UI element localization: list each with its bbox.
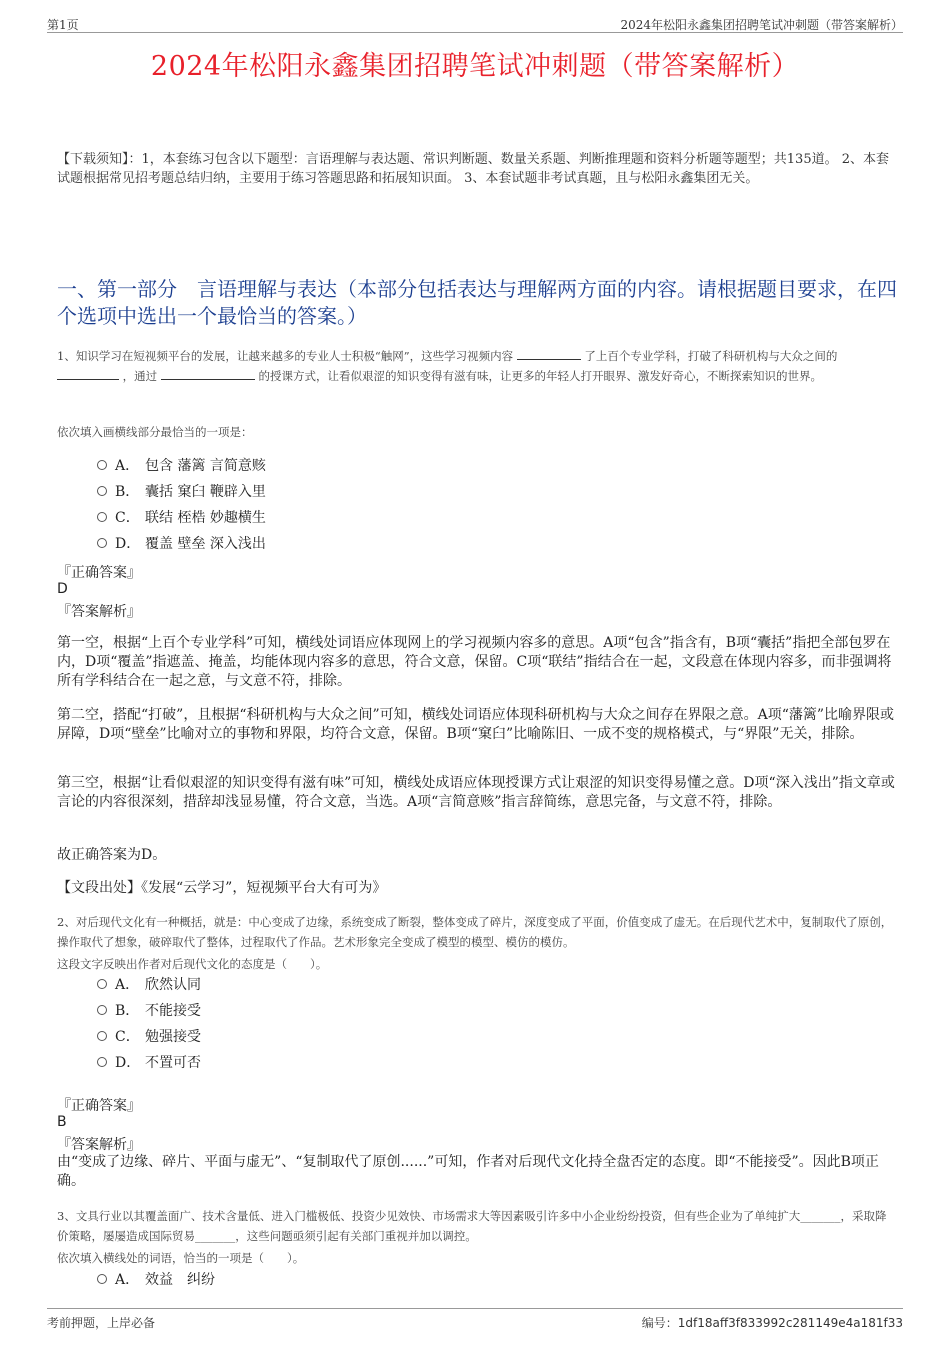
- question-3-prompt: 依次填入横线处的词语，恰当的一项是（ ）。: [57, 1251, 305, 1265]
- q2-option-d[interactable]: D． 不置可否: [97, 1053, 201, 1073]
- document-code: 编号：1df18aff3f833992c281149e4a181f33: [641, 1316, 903, 1330]
- blank-1: [517, 347, 581, 360]
- q1-option-a[interactable]: A． 包含 藩篱 言简意赅: [97, 456, 266, 476]
- q2-option-b[interactable]: B． 不能接受: [97, 1001, 201, 1021]
- q2-option-c[interactable]: C． 勉强接受: [97, 1027, 201, 1047]
- page-number: 第1页: [47, 18, 79, 32]
- radio-icon[interactable]: [97, 1031, 107, 1041]
- q1-source: 【文段出处】《发展“云学习”，短视频平台大有可为》: [57, 880, 387, 896]
- question-2-prompt: 这段文字反映出作者对后现代文化的态度是（ ）。: [57, 957, 328, 971]
- download-notice: 【下载须知】：1，本套练习包含以下题型：言语理解与表达题、常识判断题、数量关系题、判断推理题和资料分析题等题型；共135道。 2、本套试题根据常见招考题总结归纳，主要用于练习答题思路和拓展知识面。 3、本套试题非考试真题，且与松阳永鑫集团无关。: [57, 152, 889, 186]
- q2-analysis-label: 『答案解析』: [57, 1137, 141, 1153]
- blank-3: [161, 367, 255, 380]
- q1-analysis-p2: 第二空，搭配“打破”，且根据“科研机构与大众之间”可知，横线处词语应体现科研机构与大众之间存在界限之意。A项“藩篱”比喻界限或屏障，D项“壁垒”比喻对立的事物和界限，均符合文意，保留。B项“窠臼”比喻陈旧、一成不变的规格模式，与“界限”无关，排除。: [57, 707, 895, 742]
- page-title: 2024年松阳永鑫集团招聘笔试冲刺题（带答案解析）: [150, 51, 800, 82]
- question-3-stem: 3、文具行业以其覆盖面广、技术含量低、进入门槛极低、投资少见效快、市场需求大等因素吸引许多中小企业纷纷投资，但有些企业为了单纯扩大_______，采取降价策略，屡屡造成国际贸易_______，这些问题亟须引起有关部门重视并加以调控。: [57, 1209, 887, 1243]
- q1-answer: D: [57, 581, 68, 597]
- radio-icon[interactable]: [97, 486, 107, 496]
- header-doc-title: 2024年松阳永鑫集团招聘笔试冲刺题（带答案解析）: [620, 18, 903, 32]
- q2-answer-label: 『正确答案』: [57, 1098, 141, 1114]
- q2-option-a[interactable]: A． 欣然认同: [97, 975, 201, 995]
- section-heading: 一、第一部分 言语理解与表达（本部分包括表达与理解两方面的内容。请根据题目要求，在四个选项中选出一个最恰当的答案。）: [57, 277, 897, 328]
- radio-icon[interactable]: [97, 1274, 107, 1284]
- q1-answer-label: 『正确答案』: [57, 565, 141, 581]
- question-1-stem: 1、知识学习在短视频平台的发展，让越来越多的专业人士积极“触网”，这些学习视频内容 了上百个专业学科，打破了科研机构与大众之间的 ，通过 的授课方式，让看似艰涩的知识变得有滋有味，让更多的年轻人打开眼界、激发好奇心，不断探索知识的世界。: [57, 349, 838, 383]
- question-2-stem: 2、对后现代文化有一种概括，就是：中心变成了边缘，系统变成了断裂，整体变成了碎片，深度变成了平面，价值变成了虚无。在后现代艺术中，复制取代了原创，操作取代了想象，破碎取代了整体，过程取代了作品。艺术形象完全变成了模型的模型、模仿的模仿。: [57, 915, 893, 949]
- q1-option-b[interactable]: B． 囊括 窠臼 鞭辟入里: [97, 482, 266, 502]
- q1-analysis-conclusion: 故正确答案为D。: [57, 847, 167, 863]
- radio-icon[interactable]: [97, 1057, 107, 1067]
- question-1-prompt: 依次填入画横线部分最恰当的一项是：: [57, 425, 253, 439]
- q1-option-c[interactable]: C． 联结 桎梏 妙趣横生: [97, 508, 266, 528]
- q2-analysis: 由“变成了边缘、碎片、平面与虚无”、“复制取代了原创......”可知，作者对后现代文化持全盘否定的态度。即“不能接受”。因此B项正确。: [57, 1154, 879, 1189]
- blank-2: [57, 367, 119, 380]
- radio-icon[interactable]: [97, 460, 107, 470]
- q1-option-d[interactable]: D． 覆盖 壁垒 深入浅出: [97, 534, 266, 554]
- footer-slogan: 考前押题，上岸必备: [47, 1316, 156, 1330]
- q1-analysis-p3: 第三空，根据“让看似艰涩的知识变得有滋有味”可知，横线处成语应体现授课方式让艰涩的知识变得易懂之意。D项“深入浅出”指文章或言论的内容很深刻，措辞却浅显易懂，符合文意，当选。A项“言简意赅”指言辞简练，意思完备，与文意不符，排除。: [57, 775, 895, 810]
- page-header: [47, 14, 903, 33]
- radio-icon[interactable]: [97, 538, 107, 548]
- q1-analysis-p1: 第一空，根据“上百个专业学科”可知，横线处词语应体现网上的学习视频内容多的意思。A项“包含”指含有，B项“囊括”指把全部包罗在内，D项“覆盖”指遮盖、掩盖，均能体现内容多的意思，符合文意，保留。C项“联结”指结合在一起，文段意在体现内容多，而非强调将所有学科结合在一起之意，与文意不符，排除。: [57, 635, 892, 689]
- q2-answer: B: [57, 1114, 67, 1130]
- q1-analysis-label: 『答案解析』: [57, 604, 141, 620]
- radio-icon[interactable]: [97, 1005, 107, 1015]
- page-footer: [47, 1308, 903, 1329]
- radio-icon[interactable]: [97, 979, 107, 989]
- radio-icon[interactable]: [97, 512, 107, 522]
- q3-option-a[interactable]: A． 效益 纠纷: [97, 1270, 215, 1290]
